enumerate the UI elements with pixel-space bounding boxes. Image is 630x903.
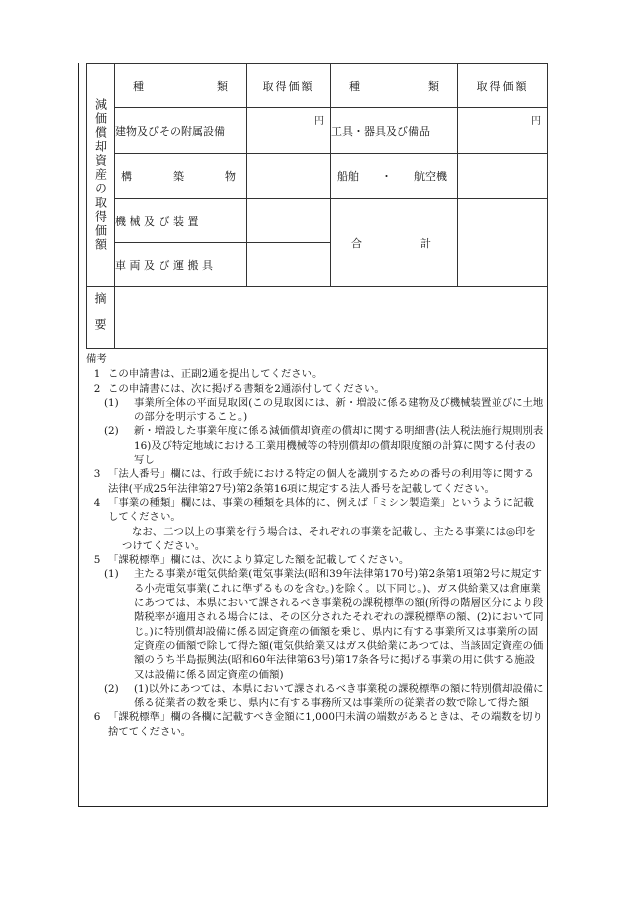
yen-unit: 円 — [531, 116, 541, 127]
header-kind-left: 種 類 — [115, 64, 247, 108]
remarks-side-label: 摘要 — [93, 291, 107, 344]
note-subitem: (2) 新・増設した事業年度に係る減価償却資産の償却に関する明細書(法人税法施行規則別表16)及び特定地域における工業用機械等の特別償却の償却限度額の計算に関する付表の写し — [104, 425, 544, 467]
notes-section — [86, 352, 544, 739]
row-machinery-label: 機 械 及 び 装 置 — [115, 199, 247, 243]
note-item: 5 「課税標準」欄には、次により算定した額を記載してください。 — [93, 554, 410, 567]
note-subitem: (1) 事業所全体の平面見取図(この見取図には、新・増設に係る建物及び機械装置並びに土地の部分を明示すること。) — [104, 396, 544, 424]
row-vehicles-label: 車 両 及 び 運 搬 具 — [115, 243, 247, 287]
note-continuation: なお、二つ以上の事業を行う場合は、それぞれの事業を記載し、主たる事業には◎印をつけてください。 — [122, 525, 536, 552]
row-vessels-amount[interactable] — [458, 154, 548, 199]
header-amount-right: 取得価額 — [458, 64, 548, 108]
note-item: 2 この申請書には、次に掲げる書類を2通添付してください。 — [93, 382, 385, 395]
row-buildings-amount[interactable] — [247, 108, 331, 154]
row-structures-amount[interactable] — [247, 154, 331, 199]
note-subitem: (2) (1)以外にあつては、本県において課されるべき事業税の課税標準の額に特別償却設備に係る従業者の数を乗じ、県内に有する事務所又は事業所の従業者の数で除して得た額 — [104, 682, 544, 710]
note-item: 4 「事業の種類」欄には、事業の種類を具体的に、例えば「ミシン製造業」というように記載してください。 — [93, 496, 534, 524]
header-amount-left: 取得価額 — [247, 64, 331, 108]
total-label-cell: 合 計 — [331, 199, 458, 287]
remarks-field[interactable] — [115, 287, 548, 349]
note-subitem: (1) 主たる事業が電気供給業(電気事業法(昭和39年法律第170号)第2条第1項第2号に規定する小売電気事業(これに準ずるものを含む。)を除く。以下同じ。)、ガス供給業又は倉庫業にあつては、本県において課されるべき事業税の課税標準の額(所得の階層区分により段階税率が適用される場合には、その区分されたそれぞれの課税標準の額、(2)において同じ。)に特別償却設備に係る固定資産の価額を乗じ、県内に有する事業所又は事業所の固定資産の価額で除して得た額(電気供給業又はガス供給業にあつては、当該固定資産の価額のうち半島振興法(昭和60年法律第63号)第17条各号に掲げる事業の用に供する施設又は設備に係る固定資産の価額) — [104, 568, 544, 681]
row-tools-amount[interactable] — [458, 108, 548, 154]
side-label-cell — [87, 64, 115, 287]
side-label: 減価償却資産の取得価額 — [93, 98, 108, 252]
remarks-side-cell — [87, 287, 115, 349]
row-vehicles-amount[interactable] — [247, 243, 331, 287]
row-machinery-amount[interactable] — [247, 199, 331, 243]
notes-title: 備考 — [86, 353, 107, 365]
yen-unit: 円 — [314, 116, 324, 127]
note-item: 6 「課税標準」欄の各欄に記載すべき金額に1,000円未満の端数があるときは、その端数を切り捨ててください。 — [93, 711, 543, 738]
note-item: 3 「法人番号」欄には、行政手続における特定の個人を識別するための番号の利用等に関する法律(平成25年法律第27号)第2条第16項に規定する法人番号を記載してください。 — [93, 468, 535, 495]
row-structures-label: 構 築 物 — [115, 154, 247, 199]
row-tools-label: 工具・器具及び備品 — [331, 108, 458, 154]
note-item: 1 この申請書は、正副2通を提出してください。 — [93, 368, 323, 381]
row-vessels-label: 船舶 ・ 航空機 — [331, 154, 458, 199]
total-amount[interactable] — [458, 199, 548, 287]
depreciable-assets-table — [86, 63, 548, 349]
row-buildings-label: 建物及びその附属設備 — [115, 108, 247, 154]
header-kind-right: 種 類 — [331, 64, 458, 108]
